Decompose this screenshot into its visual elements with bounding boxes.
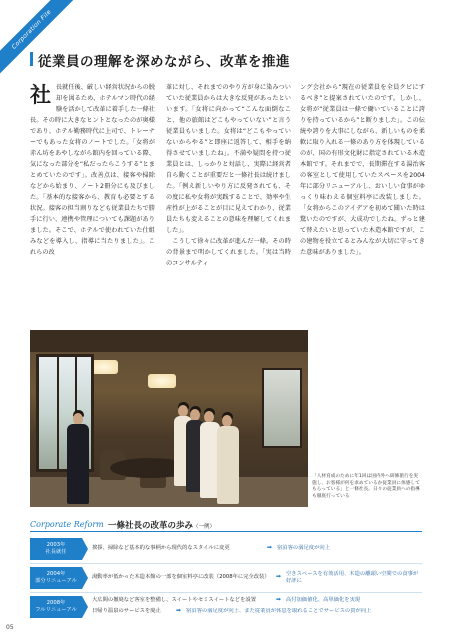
reform-section-title: [108, 519, 215, 531]
reform-row-2003: [30, 538, 422, 560]
reform-result: 空きスペースを有効活用、木造の離頭い空間での食事が好評に: [286, 571, 419, 584]
photo-caption: 「人材育成のために年1回は国内外へ研修旅行を実施し、お客様が何を求めているか従業員に体感してもらっている」と一條社長。日々の従業員への指導も徹底行っている: [312, 474, 420, 499]
title-accent-bar: [30, 52, 33, 66]
reform-action-secondary: 日帰り温泉のサービスを廃止: [92, 608, 161, 614]
year-badge: 2004年 部分リニューアル: [30, 567, 82, 589]
article-column-3: ング会社から“現在の従業員を全員クビにするべき”と提案されていたのです。しかし、女将が“従業員は一條で働いていることに誇りを持っているから”と断りました」。この伝統や誇りを大事にしながら、新しいものを柔軟に取り入れる一條のあり方を体現しているのが、国の有形文化財に指定されている木造本館です。それまでで、長期滞在する湯治客の客室として使用していたスペースを2004年に部分リニューアルし、おいしい食事がゆっくり味わえる個室料亭に改装しました。「女将からこのアイデアを初めて聞いた時は驚いたのですが、大成功でしたね。ずっと建て替えたいと思っていた木造本館ですが、この建物を役立てるとみんなが大切に守ってきた意味がありました」。: [300, 84, 425, 256]
photo-ceiling: [30, 330, 308, 352]
article-title: 従業員の理解を深めながら、改革を推進: [38, 54, 290, 70]
reform-row-2008: [30, 596, 422, 618]
arrow-icon: ➡: [276, 573, 282, 580]
year-badge: 2008年 フルリニューアル: [30, 596, 82, 618]
arrow-icon: ➡: [267, 544, 273, 551]
reform-row-2004: [30, 567, 422, 589]
reform-result-secondary: 宿泊客の満足度が向上、また従業員が休息を取れることでサービスの質が向上: [186, 608, 372, 614]
photo-back-window: [262, 368, 302, 448]
drop-cap: 社: [30, 82, 51, 107]
ryokan-staff-photo: [30, 330, 308, 507]
reform-action: 大広間の撤廃など客室を整備し、スイートやセミスイートなどを設置: [92, 597, 256, 603]
row-divider: [30, 563, 422, 564]
column-1-text: 長就任後、厳しい経営状況からの脱却を図るため、ホテルマン時代の経験を活かして改革に着手した一條社長。その時に大きなヒントとなったのが奥様であり、ホテル勤務時代に上司で、トレーナーでもあった女将のノートでした。「女将が赤ん坊をあやしながら館内を回っている際、気になった部分を“私だったらこうする”とまとめていたのです」。改善点は、接客や掃除などから始まり、ノート2冊分にも及びました。「基本的な接客から、教育も必要とする状況。接客の担当割りなども従業員たちで勝手に行い、連携や管理についても課題がありました。そこで、ホテルで使われていた仕組みなどを導入し、指導に当たりました」。これらの改: [30, 84, 155, 256]
row-divider: [30, 592, 422, 593]
page-number: 05: [6, 624, 14, 631]
reform-title-text: 一條社長の改革の歩み: [108, 521, 194, 531]
corporation-file-banner: Corporation File: [0, 0, 80, 78]
reform-result: 高付加価値化、高単価化を実現: [286, 597, 361, 603]
reform-title-suffix: （一例）: [193, 524, 216, 530]
reform-section-label: Corporate Reform: [30, 520, 104, 529]
reform-result: 宿泊客の満足度が向上: [277, 545, 330, 551]
year-badge: 2003年 社長就任: [30, 538, 82, 560]
reform-action: 挨拶、掃除など基本的な事柄から現代的なスタイルに変更: [92, 545, 230, 551]
article-column-1: [30, 82, 155, 258]
arrow-icon: ➡: [276, 596, 282, 603]
pendant-lamp: [148, 374, 176, 388]
reform-section-rule: [30, 531, 422, 532]
pendant-lamp: [90, 360, 118, 374]
article-column-2: 革に対し、それまでのやり方が身に染みついていた従業員からは大きな反発があったといいます。「女将に向かって“こんな面倒なこと、他の旅館はどこもやっていない”と言う従業員もいました。女将は“どこもやっていないからやる”と即座に返答して、相手を納得させていましたね」。不満や疑問を持つ従業員とは、しっかりと対話し、実際に経営者自ら動くことが重要だと一條社長は続けました。「例え新しいやり方に反発されても、その度に私や女将が実践することで、効率や生産性が上がることが目に見えてわかり、従業員たちも変えることの意味を理解してくれました」。 こうして徐々に改革が進んだ一條。その時の背景まで明かしてくれました。「実は当時のコンサルティ: [166, 84, 291, 267]
arrow-icon: ➡: [176, 607, 182, 614]
reform-action: 湯動率が低かった木造本館の一部を個室料亭に改装（2008年に完全改装）: [92, 574, 270, 580]
